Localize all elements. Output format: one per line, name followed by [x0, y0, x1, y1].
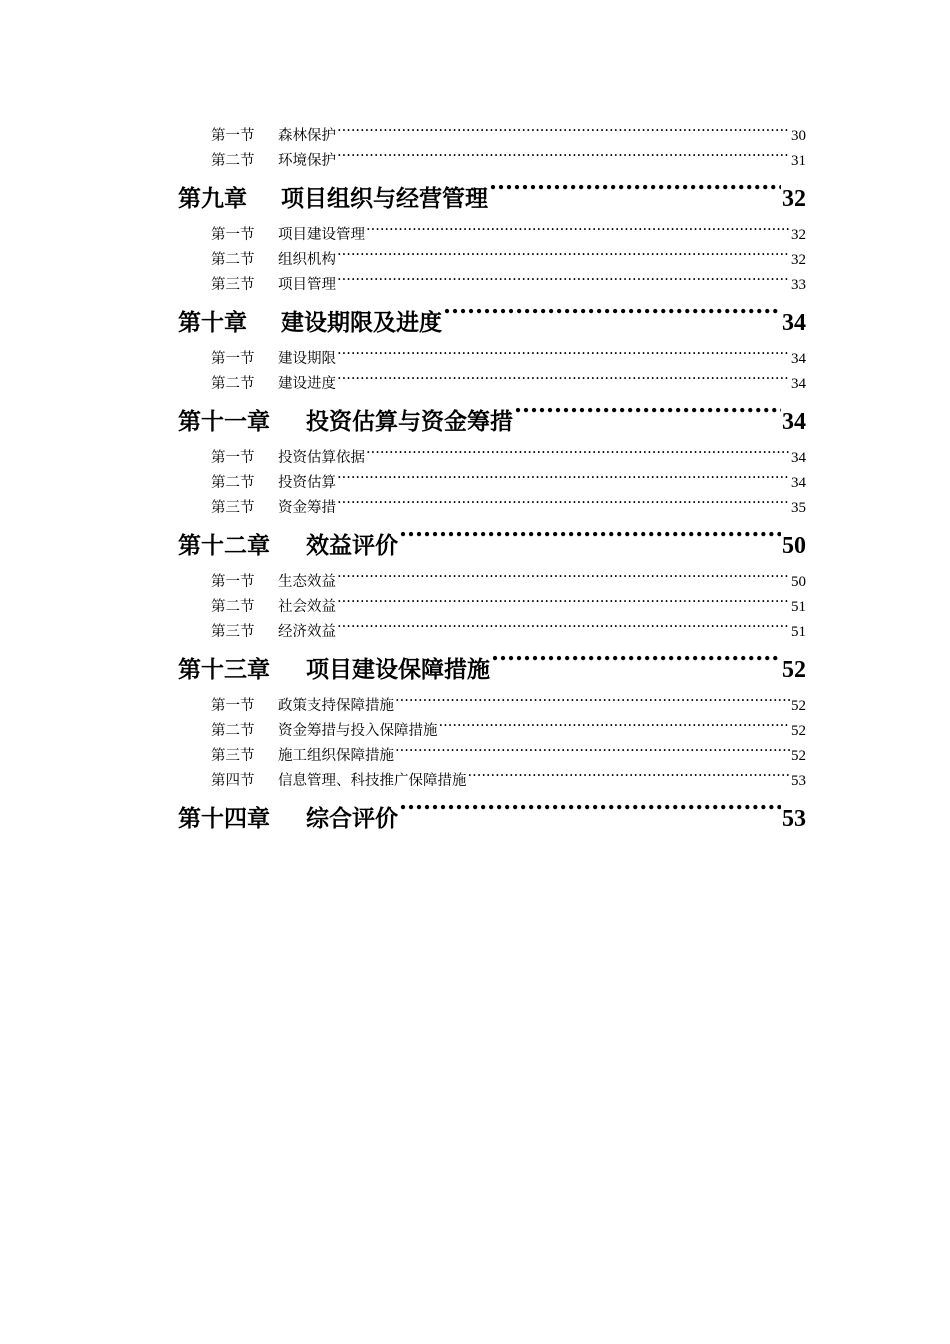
toc-dot-leader [395, 746, 790, 761]
toc-entry-number: 第十章 [178, 309, 247, 336]
toc-dot-leader [366, 448, 790, 463]
toc-entry-page: 51 [791, 624, 806, 640]
toc-entry-title: 综合评价 [306, 805, 398, 832]
toc-entry-number: 第三节 [211, 624, 255, 640]
toc-entry-number: 第一节 [211, 698, 255, 714]
toc-entry-page: 53 [791, 773, 806, 789]
toc-dot-leader [337, 498, 790, 513]
toc-dot-leader [337, 374, 790, 389]
toc-entry-number: 第十二章 [178, 532, 270, 559]
toc-entry-number: 第一节 [211, 351, 255, 367]
toc-entry-title: 项目建设管理 [278, 227, 365, 243]
toc-entry-page: 30 [791, 128, 806, 144]
toc-dot-leader [337, 275, 790, 290]
toc-entry-number: 第十四章 [178, 805, 270, 832]
toc-dot-leader [439, 721, 791, 736]
toc-entry-page: 52 [791, 698, 806, 714]
toc-chapter-entry[interactable] [178, 794, 806, 843]
toc-entry-number: 第二节 [211, 475, 255, 491]
toc-entry-title: 信息管理、科技推广保障措施 [278, 773, 467, 789]
toc-section-entry[interactable] [178, 496, 806, 521]
toc-entry-title: 社会效益 [278, 599, 336, 615]
toc-section-entry[interactable] [178, 347, 806, 372]
toc-entry-page: 32 [782, 186, 806, 212]
toc-entry-number: 第三节 [211, 748, 255, 764]
toc-chapter-entry[interactable] [178, 298, 806, 347]
toc-entry-title: 施工组织保障措施 [278, 748, 394, 764]
toc-entry-title: 投资估算依据 [278, 450, 365, 466]
toc-entry-page: 32 [791, 227, 806, 243]
toc-dot-leader [337, 250, 790, 265]
toc-entry-page: 31 [791, 153, 806, 169]
toc-dot-leader [337, 473, 790, 488]
toc-entry-number: 第一节 [211, 227, 255, 243]
toc-entry-page: 51 [791, 599, 806, 615]
toc-entry-number: 第二节 [211, 252, 255, 268]
toc-section-entry[interactable] [178, 223, 806, 248]
toc-section-entry[interactable] [178, 694, 806, 719]
toc-section-entry[interactable] [178, 124, 806, 149]
toc-entry-page: 32 [791, 252, 806, 268]
toc-entry-number: 第二节 [211, 376, 255, 392]
toc-entry-title: 投资估算 [278, 475, 336, 491]
toc-entry-number: 第四节 [211, 773, 255, 789]
toc-dot-leader [395, 696, 790, 711]
toc-entry-page: 52 [791, 723, 806, 739]
toc-entry-page: 34 [791, 376, 806, 392]
toc-dot-leader [443, 307, 781, 330]
toc-entry-title: 组织机构 [278, 252, 336, 268]
toc-entry-title: 生态效益 [278, 574, 336, 590]
toc-section-entry[interactable] [178, 595, 806, 620]
toc-section-entry[interactable] [178, 248, 806, 273]
toc-chapter-entry[interactable] [178, 645, 806, 694]
toc-section-entry[interactable] [178, 471, 806, 496]
toc-dot-leader [337, 622, 790, 637]
toc-entry-number: 第三节 [211, 277, 255, 293]
toc-dot-leader [337, 151, 790, 166]
toc-chapter-entry[interactable] [178, 174, 806, 223]
toc-section-entry[interactable] [178, 149, 806, 174]
toc-dot-leader [337, 597, 790, 612]
toc-dot-leader [489, 183, 781, 206]
toc-entry-page: 53 [782, 806, 806, 832]
toc-dot-leader [491, 654, 781, 677]
toc-entry-page: 52 [791, 748, 806, 764]
toc-entry-title: 环境保护 [278, 153, 336, 169]
toc-dot-leader [399, 803, 781, 826]
toc-entry-page: 50 [782, 533, 806, 559]
toc-chapter-entry[interactable] [178, 397, 806, 446]
toc-dot-leader [337, 126, 790, 141]
table-of-contents [178, 124, 806, 843]
toc-entry-page: 35 [791, 500, 806, 516]
toc-entry-number: 第二节 [211, 723, 255, 739]
toc-entry-title: 建设进度 [278, 376, 336, 392]
toc-dot-leader [399, 530, 781, 553]
toc-entry-title: 资金筹措 [278, 500, 336, 516]
toc-entry-title: 森林保护 [278, 128, 336, 144]
toc-entry-number: 第十一章 [178, 408, 270, 435]
toc-section-entry[interactable] [178, 620, 806, 645]
toc-entry-number: 第一节 [211, 450, 255, 466]
toc-dot-leader [514, 406, 781, 429]
toc-dot-leader [468, 771, 791, 786]
toc-entry-page: 33 [791, 277, 806, 293]
toc-entry-title: 效益评价 [306, 532, 398, 559]
toc-entry-page: 50 [791, 574, 806, 590]
toc-entry-number: 第九章 [178, 185, 247, 212]
toc-section-entry[interactable] [178, 273, 806, 298]
toc-entry-number: 第十三章 [178, 656, 270, 683]
toc-entry-title: 资金筹措与投入保障措施 [278, 723, 438, 739]
toc-entry-number: 第一节 [211, 574, 255, 590]
toc-entry-title: 政策支持保障措施 [278, 698, 394, 714]
toc-entry-title: 项目建设保障措施 [306, 656, 490, 683]
toc-section-entry[interactable] [178, 446, 806, 471]
toc-section-entry[interactable] [178, 570, 806, 595]
toc-section-entry[interactable] [178, 744, 806, 769]
toc-entry-page: 34 [782, 409, 806, 435]
toc-section-entry[interactable] [178, 769, 806, 794]
toc-section-entry[interactable] [178, 372, 806, 397]
toc-entry-page: 34 [791, 351, 806, 367]
toc-entry-title: 项目组织与经营管理 [281, 185, 488, 212]
toc-entry-page: 34 [782, 310, 806, 336]
toc-entry-page: 34 [791, 450, 806, 466]
toc-section-entry[interactable] [178, 719, 806, 744]
toc-entry-page: 34 [791, 475, 806, 491]
toc-entry-title: 建设期限及进度 [281, 309, 442, 336]
toc-entry-number: 第一节 [211, 128, 255, 144]
toc-chapter-entry[interactable] [178, 521, 806, 570]
toc-dot-leader [366, 225, 790, 240]
toc-entry-title: 经济效益 [278, 624, 336, 640]
toc-entry-number: 第二节 [211, 599, 255, 615]
toc-dot-leader [337, 349, 790, 364]
toc-entry-number: 第三节 [211, 500, 255, 516]
toc-dot-leader [337, 572, 790, 587]
toc-entry-title: 建设期限 [278, 351, 336, 367]
toc-entry-title: 投资估算与资金筹措 [306, 408, 513, 435]
toc-entry-page: 52 [782, 657, 806, 683]
toc-entry-number: 第二节 [211, 153, 255, 169]
toc-entry-title: 项目管理 [278, 277, 336, 293]
